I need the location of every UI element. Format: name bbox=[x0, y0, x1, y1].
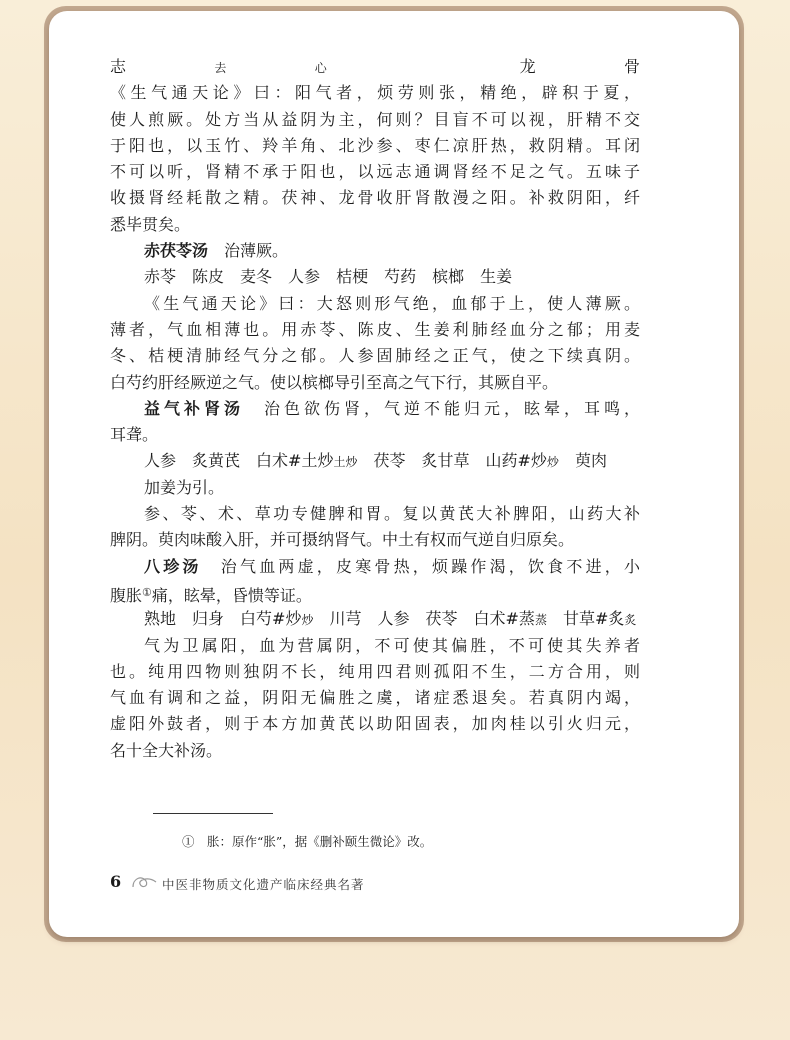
text-segment: 治薄厥。 bbox=[208, 241, 289, 261]
footnote-rule bbox=[153, 813, 273, 814]
herb-processing-note: 炒 bbox=[301, 613, 314, 628]
text-segment: 治色欲伤肾，气逆不能归元，眩晕，耳鸣， bbox=[244, 398, 640, 418]
text-segment: 脾阴。萸肉味酸入肝，并可摄纳肾气。中土有权而气逆自归原矣。 bbox=[110, 530, 575, 550]
herb-name: 槟榔 bbox=[432, 267, 465, 287]
herb-item bbox=[474, 609, 547, 628]
herb-name: 茯苓 bbox=[373, 451, 406, 471]
herb-name: 川芎 bbox=[329, 609, 362, 629]
herb-item bbox=[377, 609, 409, 628]
text-line bbox=[110, 501, 640, 527]
text-line bbox=[110, 633, 640, 659]
text-line bbox=[110, 370, 640, 396]
herb-item bbox=[426, 609, 458, 628]
herb-item bbox=[575, 451, 607, 470]
herb-name: 归身 bbox=[192, 609, 225, 629]
herb-item bbox=[144, 267, 176, 286]
text-segment: 气血有调和之益，阴阳无偏胜之虞，诸症悉退矣。若真阴内竭， bbox=[110, 688, 640, 708]
text-segment: 志 bbox=[110, 57, 215, 76]
page-number: 6 bbox=[110, 872, 122, 891]
text-segment: 悉毕贯矣。 bbox=[110, 214, 191, 234]
herb-item bbox=[421, 451, 469, 470]
herb-list-line bbox=[110, 264, 640, 290]
text-segment: 参、苓、术、草功专健脾和胃。复以黄芪大补脾阳，山药大补 bbox=[144, 504, 640, 524]
herb-item bbox=[480, 267, 512, 286]
text-line bbox=[110, 554, 640, 580]
text-line bbox=[110, 238, 640, 264]
text-segment: 治气血两虚，皮寒骨热，烦躁作渴，饮食不进，小 bbox=[201, 556, 640, 576]
text-segment: 白芍约肝经厥逆之气。使以槟榔导引至高之气下行，其厥自平。 bbox=[110, 372, 559, 392]
herb-item bbox=[336, 267, 368, 286]
herb-item bbox=[486, 451, 559, 470]
herb-item bbox=[144, 609, 176, 628]
text-segment: 冬、桔梗清肺经气分之郁。人参固肺经之正气，使之下续真阴。 bbox=[110, 346, 640, 366]
formula-heading: 赤茯苓汤 bbox=[144, 241, 209, 261]
page-footer bbox=[110, 872, 670, 892]
herb-name: 生姜 bbox=[480, 267, 513, 287]
text-line bbox=[110, 580, 640, 606]
herb-item bbox=[192, 609, 224, 628]
herb-name: 熟地 bbox=[144, 609, 177, 629]
text-line bbox=[110, 396, 640, 422]
text-segment: 龙骨 bbox=[415, 57, 640, 76]
herb-processing-note: 蒸 bbox=[534, 613, 547, 628]
herb-name: 山药#炒 bbox=[485, 451, 547, 471]
formula-heading: 益气补肾汤 bbox=[144, 398, 244, 418]
text-line bbox=[110, 527, 640, 553]
text-line bbox=[110, 422, 640, 448]
herb-item bbox=[256, 451, 357, 470]
herb-name: 芍药 bbox=[384, 267, 417, 287]
text-line bbox=[110, 738, 640, 764]
herb-item bbox=[563, 609, 636, 628]
herb-item bbox=[432, 267, 464, 286]
herb-name: 茯苓 bbox=[425, 609, 458, 629]
text-line bbox=[110, 711, 640, 737]
text-segment: 《生气通天论》曰：大怒则形气绝，血郁于上，使人薄厥。 bbox=[144, 293, 640, 313]
herb-list-line bbox=[110, 606, 640, 632]
text-line bbox=[110, 80, 640, 106]
text-line bbox=[110, 317, 640, 343]
footnote-marker: ① bbox=[142, 585, 152, 599]
small-note: 去心 bbox=[214, 61, 416, 75]
herb-name: 陈皮 bbox=[192, 267, 225, 287]
text-line bbox=[110, 212, 640, 238]
herb-list-line bbox=[110, 448, 640, 474]
herb-name: 人参 bbox=[288, 267, 321, 287]
text-line bbox=[110, 185, 640, 211]
text-line bbox=[110, 291, 640, 317]
herb-item bbox=[373, 451, 405, 470]
body-text bbox=[110, 54, 640, 764]
text-segment: 气为卫属阳，血为营属阴，不可使其偏胜，不可使其失养者 bbox=[144, 635, 640, 655]
text-segment: 腹胀 bbox=[110, 585, 143, 605]
herb-item bbox=[384, 267, 416, 286]
text-segment: 收摄肾经耗散之精。茯神、龙骨收肝肾散漫之阳。补救阴阳，纤 bbox=[110, 188, 640, 208]
text-segment: 痛，眩晕，昏愦等证。 bbox=[151, 585, 312, 605]
herb-name: 炙甘草 bbox=[421, 451, 470, 471]
herb-item bbox=[240, 609, 313, 628]
herb-name: 人参 bbox=[144, 451, 177, 471]
herb-name: 麦冬 bbox=[240, 267, 273, 287]
text-segment: 不可以听，肾精不承于阳也，以远志通调肾经不足之气。五味子 bbox=[110, 162, 640, 182]
text-line bbox=[110, 343, 640, 369]
text-line bbox=[110, 475, 640, 501]
text-line bbox=[110, 133, 640, 159]
herb-name: 人参 bbox=[377, 609, 410, 629]
herb-item bbox=[329, 609, 361, 628]
text-line bbox=[110, 685, 640, 711]
swirl-ornament-icon bbox=[130, 872, 158, 892]
herb-processing-note: 炒 bbox=[546, 455, 559, 470]
text-line bbox=[110, 659, 640, 685]
text-line bbox=[110, 159, 640, 185]
text-segment: 于阳也，以玉竹、羚羊角、北沙参、枣仁凉肝热，救阴精。耳闭 bbox=[110, 135, 640, 155]
herb-item bbox=[240, 267, 272, 286]
herb-processing-note: 土炒 bbox=[333, 455, 358, 470]
herb-item bbox=[192, 451, 240, 470]
text-segment: 加姜为引。 bbox=[144, 477, 225, 497]
text-line bbox=[110, 54, 640, 80]
text-segment: 名十全大补汤。 bbox=[110, 740, 223, 760]
herb-processing-note: 炙 bbox=[624, 613, 637, 628]
herb-item bbox=[192, 267, 224, 286]
book-series-title: 中医非物质文化遗产临床经典名著 bbox=[162, 877, 365, 892]
footnote: ① 胀：原作“胀”，据《删补颐生微论》改。 bbox=[182, 834, 433, 849]
herb-name: 桔梗 bbox=[336, 267, 369, 287]
text-segment: 耳聋。 bbox=[110, 425, 159, 445]
herb-item bbox=[144, 451, 176, 470]
herb-name: 赤苓 bbox=[144, 267, 177, 287]
text-segment: 也。纯用四物则独阴不长，纯用四君则孤阳不生，二方合用，则 bbox=[110, 661, 640, 681]
text-segment: 《生气通天论》曰：阳气者，烦劳则张，精绝，辟积于夏， bbox=[110, 83, 640, 103]
herb-item bbox=[288, 267, 320, 286]
text-segment: 虚阳外鼓者，则于本方加黄芪以助阳固表，加肉桂以引火归元， bbox=[110, 714, 640, 734]
herb-name: 炙黄芪 bbox=[192, 451, 241, 471]
herb-name: 白术#蒸 bbox=[473, 609, 535, 629]
herb-name: 白芍#炒 bbox=[240, 609, 302, 629]
text-segment: 使人煎厥。处方当从益阴为主，何则？目盲不可以视，肝精不交 bbox=[110, 109, 640, 129]
herb-name: 白术#土炒 bbox=[256, 451, 334, 471]
text-segment: 薄者，气血相薄也。用赤苓、陈皮、生姜利肺经血分之郁；用麦 bbox=[110, 319, 640, 339]
herb-name: 萸肉 bbox=[574, 451, 607, 471]
herb-name: 甘草#炙 bbox=[562, 609, 625, 629]
formula-heading: 八珍汤 bbox=[144, 556, 202, 576]
text-line bbox=[110, 107, 640, 133]
